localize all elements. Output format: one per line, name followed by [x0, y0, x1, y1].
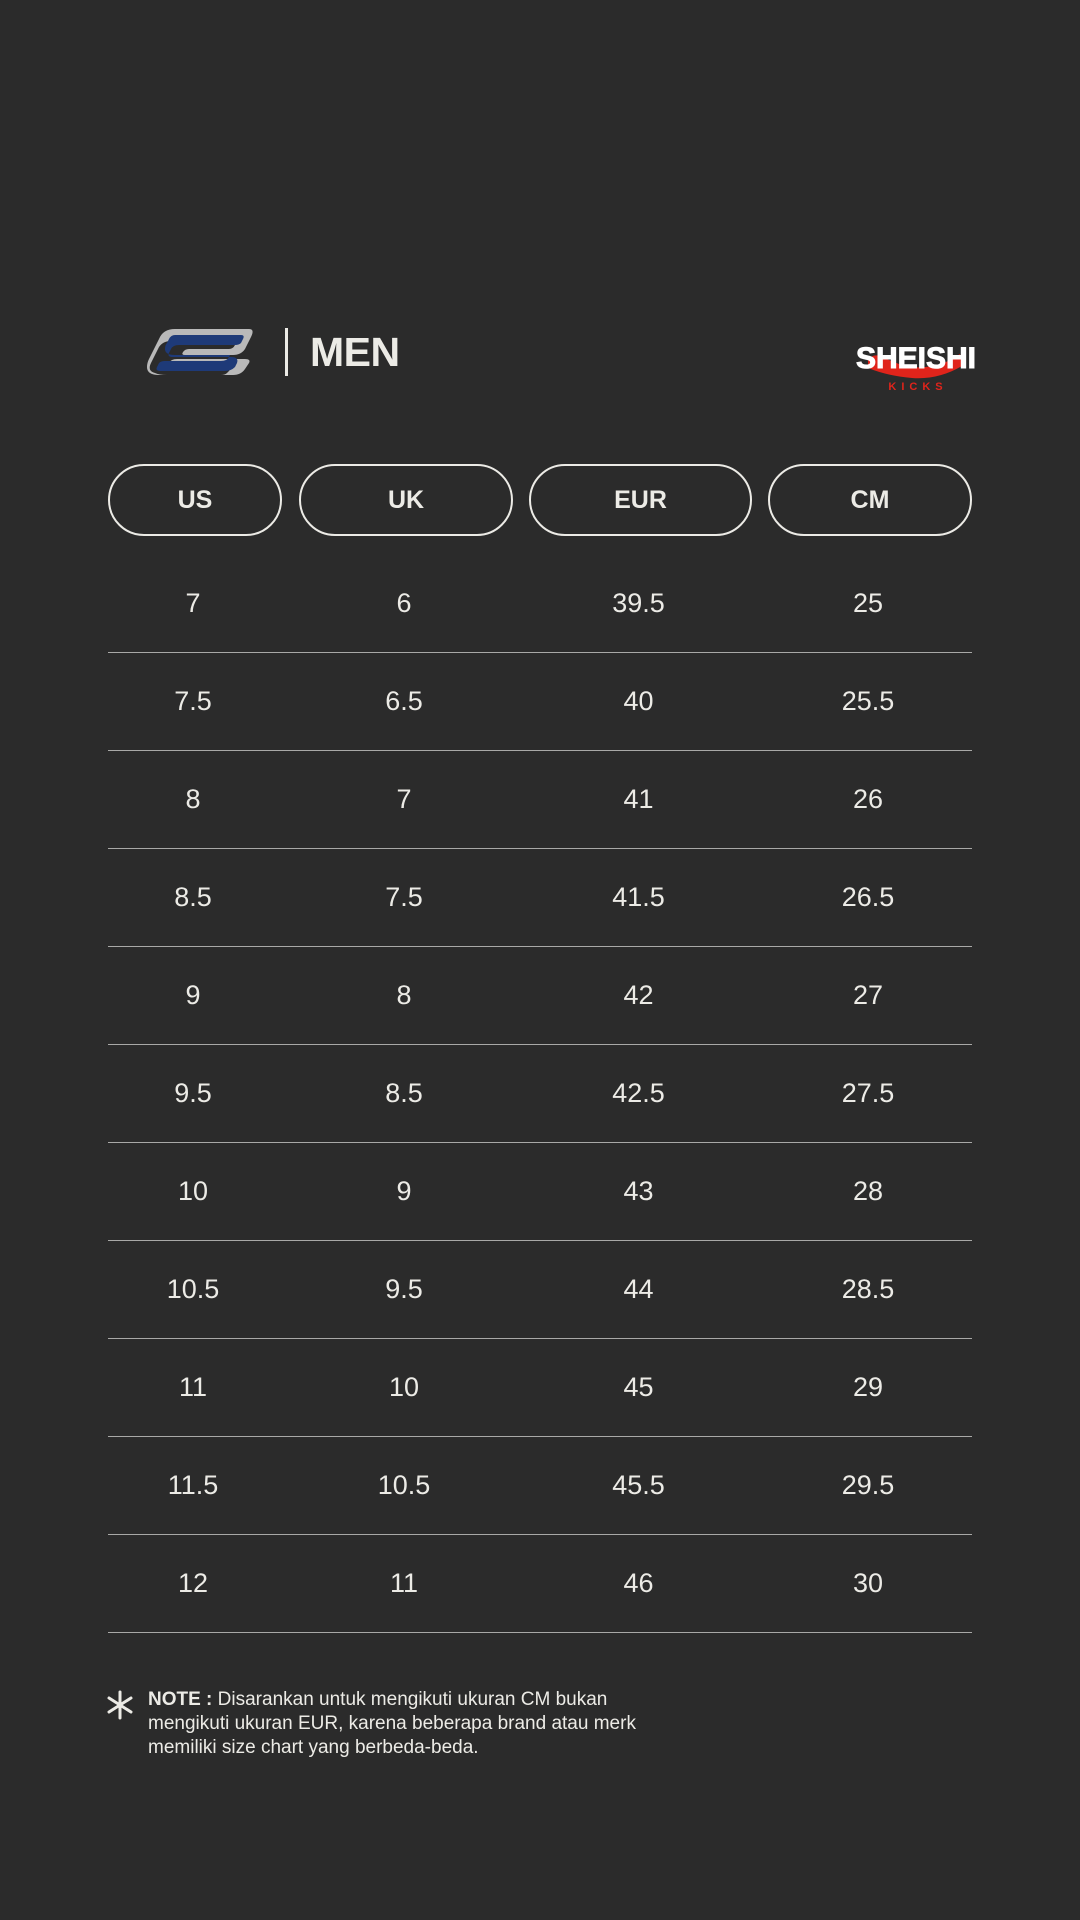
cell-eur: 40 [623, 686, 654, 716]
cell-cm: 26.5 [841, 882, 895, 912]
cell-us: 7.5 [174, 686, 212, 716]
note-text [148, 1688, 668, 1760]
cell-eur: 46 [623, 1568, 654, 1598]
cell-us: 10.5 [166, 1274, 220, 1304]
cell-uk: 6.5 [385, 686, 423, 716]
cell-us: 12 [177, 1568, 209, 1598]
cell-uk: 9 [396, 1176, 412, 1206]
cell-cm: 25.5 [841, 686, 895, 716]
cell-uk: 10.5 [377, 1470, 431, 1500]
cell-us: 9.5 [174, 1078, 212, 1108]
cell-cm: 27 [852, 980, 884, 1010]
cell-us: 7 [185, 588, 201, 618]
asterisk-icon [106, 1690, 134, 1720]
cell-uk: 7.5 [385, 882, 423, 912]
note [106, 1688, 668, 1760]
table-row [108, 555, 972, 653]
cell-uk: 10 [388, 1372, 420, 1402]
cell-cm: 28.5 [841, 1274, 895, 1304]
column-header-cm: CM [768, 464, 972, 536]
cell-eur: 41.5 [612, 882, 665, 912]
cell-uk: 7 [396, 784, 412, 814]
column-header-eur: EUR [529, 464, 752, 536]
cell-us: 9 [185, 980, 201, 1010]
cell-cm: 28 [852, 1176, 884, 1206]
size-table [0, 555, 1080, 1633]
column-header-us: US [108, 464, 282, 536]
cell-eur: 42 [623, 980, 654, 1010]
table-row [108, 751, 972, 849]
cell-uk: 9.5 [385, 1274, 423, 1304]
note-body: Disarankan untuk mengikuti ukuran CM bukan mengikuti ukuran EUR, karena beberapa brand atau merk memiliki size chart yang berbeda-beda. [148, 1689, 636, 1758]
cell-us: 8.5 [174, 882, 212, 912]
table-row [108, 1143, 972, 1241]
table-row [108, 1437, 972, 1535]
sheishi-kicks-logo [855, 318, 977, 394]
cell-cm: 30 [852, 1568, 884, 1598]
table-row [108, 653, 972, 751]
skechers-s-logo-icon [145, 325, 255, 379]
cell-us: 8 [185, 784, 201, 814]
table-row [108, 1241, 972, 1339]
cell-cm: 27.5 [841, 1078, 895, 1108]
column-header-uk: UK [299, 464, 513, 536]
cell-eur: 44 [623, 1274, 654, 1304]
cell-eur: 45 [623, 1372, 654, 1402]
table-row [108, 849, 972, 947]
header [145, 318, 400, 386]
partner-logo-subtitle: KICKS [888, 381, 948, 393]
cell-cm: 25 [852, 588, 884, 618]
cell-eur: 42.5 [612, 1078, 665, 1108]
table-row [108, 947, 972, 1045]
cell-cm: 29 [852, 1372, 884, 1402]
cell-uk: 11 [389, 1568, 419, 1598]
cell-eur: 43 [623, 1176, 654, 1206]
cell-us: 10 [177, 1176, 209, 1206]
column-headers [0, 464, 1080, 536]
table-row [108, 1535, 972, 1633]
cell-us: 11 [178, 1372, 208, 1402]
category-title: MEN [310, 328, 400, 375]
header-divider [285, 328, 288, 376]
cell-uk: 8 [396, 980, 412, 1010]
cell-eur: 41 [623, 784, 654, 814]
table-row [108, 1045, 972, 1143]
cell-us: 11.5 [167, 1470, 219, 1500]
cell-uk: 8.5 [385, 1078, 423, 1108]
cell-eur: 39.5 [612, 588, 665, 618]
cell-uk: 6 [396, 588, 412, 618]
cell-eur: 45.5 [612, 1470, 665, 1500]
partner-logo-wordmark: SHEISHI [855, 342, 977, 375]
cell-cm: 26 [852, 784, 884, 814]
note-label: NOTE : [148, 1689, 213, 1710]
table-row [108, 1339, 972, 1437]
cell-cm: 29.5 [841, 1470, 895, 1500]
